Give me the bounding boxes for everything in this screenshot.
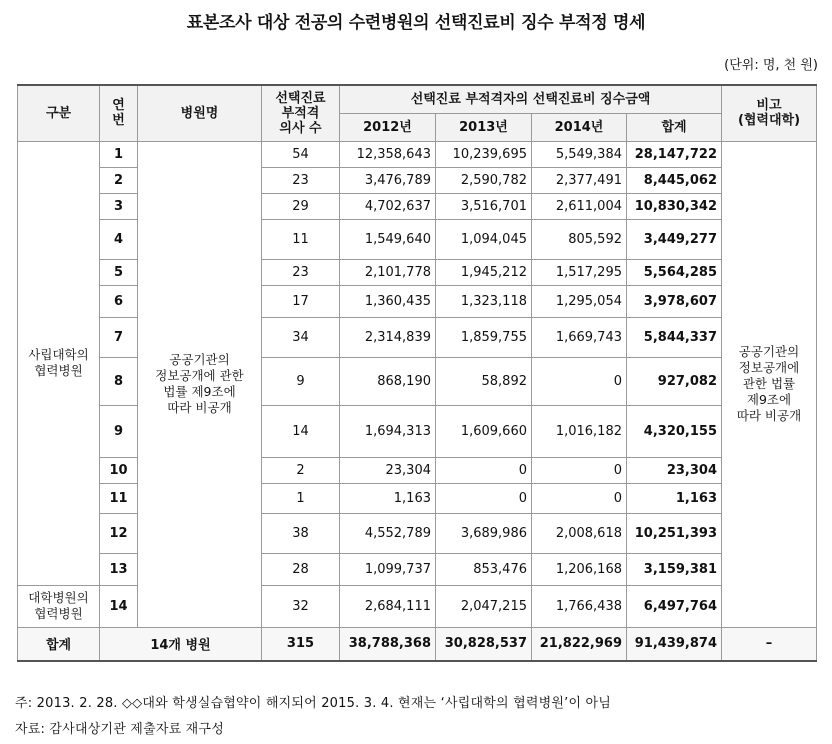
data-table [17, 84, 817, 662]
row-sum: 5,564,285 [627, 259, 722, 285]
row-2012: 3,476,789 [340, 167, 436, 193]
table-row [18, 553, 817, 585]
table-row [18, 513, 817, 553]
row-sum: 6,497,764 [627, 585, 722, 627]
remark-nondisclosure: 공공기관의 정보공개에 관한 법률 제9조에 따라 비공개 [722, 141, 817, 627]
group-private: 사립대학의 협력병원 [18, 141, 100, 585]
row-doctors: 54 [262, 141, 340, 167]
row-2014: 0 [532, 357, 627, 405]
row-no: 5 [100, 259, 138, 285]
row-2012: 1,360,435 [340, 285, 436, 317]
row-2014: 0 [532, 483, 627, 513]
table-row [18, 219, 817, 259]
footnote: 주: 2013. 2. 28. ◇◇대와 학생실습협약이 해지되어 2015. 3. 4. 현재는 ‘사립대학의 협력병원’이 아님 [15, 696, 612, 711]
total-row [18, 627, 817, 661]
row-2014: 805,592 [532, 219, 627, 259]
row-doctors: 17 [262, 285, 340, 317]
row-2014: 1,766,438 [532, 585, 627, 627]
row-2013: 853,476 [436, 553, 532, 585]
row-no: 1 [100, 141, 138, 167]
table-row [18, 405, 817, 457]
row-no: 12 [100, 513, 138, 553]
row-doctors: 1 [262, 483, 340, 513]
total-doctors: 315 [262, 627, 340, 661]
table-row [18, 483, 817, 513]
row-2014: 1,206,168 [532, 553, 627, 585]
row-sum: 3,978,607 [627, 285, 722, 317]
row-sum: 3,449,277 [627, 219, 722, 259]
row-2012: 4,552,789 [340, 513, 436, 553]
row-no: 9 [100, 405, 138, 457]
row-2014: 1,669,743 [532, 317, 627, 357]
row-doctors: 28 [262, 553, 340, 585]
row-sum: 5,844,337 [627, 317, 722, 357]
row-doctors: 9 [262, 357, 340, 405]
table-row [18, 585, 817, 627]
row-2012: 2,684,111 [340, 585, 436, 627]
table-row [18, 193, 817, 219]
table-row [18, 357, 817, 405]
header-hospital: 병원명 [138, 85, 262, 141]
hospital-nondisclosure: 공공기관의 정보공개에 관한 법률 제9조에 따라 비공개 [138, 141, 262, 627]
row-2014: 2,611,004 [532, 193, 627, 219]
row-2013: 1,323,118 [436, 285, 532, 317]
total-label: 합계 [18, 627, 100, 661]
row-sum: 8,445,062 [627, 167, 722, 193]
row-no: 4 [100, 219, 138, 259]
row-sum: 23,304 [627, 457, 722, 483]
total-remark: – [722, 627, 817, 661]
header-2012: 2012년 [340, 113, 436, 141]
row-2013: 10,239,695 [436, 141, 532, 167]
row-doctors: 23 [262, 259, 340, 285]
row-no: 11 [100, 483, 138, 513]
row-2014: 1,295,054 [532, 285, 627, 317]
row-2014: 1,517,295 [532, 259, 627, 285]
header-doctors: 선택진료 부적격 의사 수 [262, 85, 340, 141]
page-title: 표본조사 대상 전공의 수련병원의 선택진료비 징수 부적정 명세 [186, 13, 646, 33]
row-2013: 0 [436, 457, 532, 483]
row-2014: 2,008,618 [532, 513, 627, 553]
row-2014: 5,549,384 [532, 141, 627, 167]
row-2012: 2,314,839 [340, 317, 436, 357]
row-2013: 1,859,755 [436, 317, 532, 357]
row-no: 8 [100, 357, 138, 405]
row-2012: 1,549,640 [340, 219, 436, 259]
row-no: 2 [100, 167, 138, 193]
source-note: 자료: 감사대상기관 제출자료 재구성 [15, 722, 224, 737]
row-2013: 1,609,660 [436, 405, 532, 457]
total-sum: 91,439,874 [627, 627, 722, 661]
header-category: 구분 [18, 85, 100, 141]
group-univ: 대학병원의 협력병원 [18, 585, 100, 627]
total-hospital: 14개 병원 [100, 627, 262, 661]
total-2014: 21,822,969 [532, 627, 627, 661]
row-2013: 58,892 [436, 357, 532, 405]
total-2012: 38,788,368 [340, 627, 436, 661]
row-2013: 2,590,782 [436, 167, 532, 193]
row-2012: 1,694,313 [340, 405, 436, 457]
row-2012: 12,358,643 [340, 141, 436, 167]
table-row [18, 259, 817, 285]
row-2012: 1,099,737 [340, 553, 436, 585]
row-no: 10 [100, 457, 138, 483]
row-sum: 28,147,722 [627, 141, 722, 167]
table-row [18, 457, 817, 483]
row-doctors: 14 [262, 405, 340, 457]
row-no: 3 [100, 193, 138, 219]
row-2013: 3,689,986 [436, 513, 532, 553]
row-2013: 1,094,045 [436, 219, 532, 259]
row-doctors: 29 [262, 193, 340, 219]
row-doctors: 2 [262, 457, 340, 483]
row-sum: 10,251,393 [627, 513, 722, 553]
row-doctors: 11 [262, 219, 340, 259]
row-doctors: 23 [262, 167, 340, 193]
row-doctors: 34 [262, 317, 340, 357]
row-sum: 10,830,342 [627, 193, 722, 219]
row-sum: 927,082 [627, 357, 722, 405]
row-doctors: 32 [262, 585, 340, 627]
row-2012: 868,190 [340, 357, 436, 405]
header-2013: 2013년 [436, 113, 532, 141]
row-sum: 3,159,381 [627, 553, 722, 585]
row-sum: 1,163 [627, 483, 722, 513]
row-2012: 23,304 [340, 457, 436, 483]
row-2012: 2,101,778 [340, 259, 436, 285]
row-2013: 2,047,215 [436, 585, 532, 627]
table-row [18, 317, 817, 357]
row-sum: 4,320,155 [627, 405, 722, 457]
row-no: 6 [100, 285, 138, 317]
header-no: 연 번 [100, 85, 138, 141]
row-no: 13 [100, 553, 138, 585]
header-remark: 비고 (협력대학) [722, 85, 817, 141]
row-2014: 2,377,491 [532, 167, 627, 193]
row-2014: 1,016,182 [532, 405, 627, 457]
row-2012: 4,702,637 [340, 193, 436, 219]
unit-label: (단위: 명, 천 원) [724, 58, 818, 73]
header-2014: 2014년 [532, 113, 627, 141]
row-no: 7 [100, 317, 138, 357]
header-amount-group: 선택진료 부적격자의 선택진료비 징수금액 [340, 85, 722, 113]
total-2013: 30,828,537 [436, 627, 532, 661]
table-row [18, 285, 817, 317]
row-2012: 1,163 [340, 483, 436, 513]
row-2014: 0 [532, 457, 627, 483]
row-2013: 0 [436, 483, 532, 513]
header-sum: 합계 [627, 113, 722, 141]
row-doctors: 38 [262, 513, 340, 553]
table-row [18, 167, 817, 193]
row-2013: 3,516,701 [436, 193, 532, 219]
row-2013: 1,945,212 [436, 259, 532, 285]
row-no: 14 [100, 585, 138, 627]
